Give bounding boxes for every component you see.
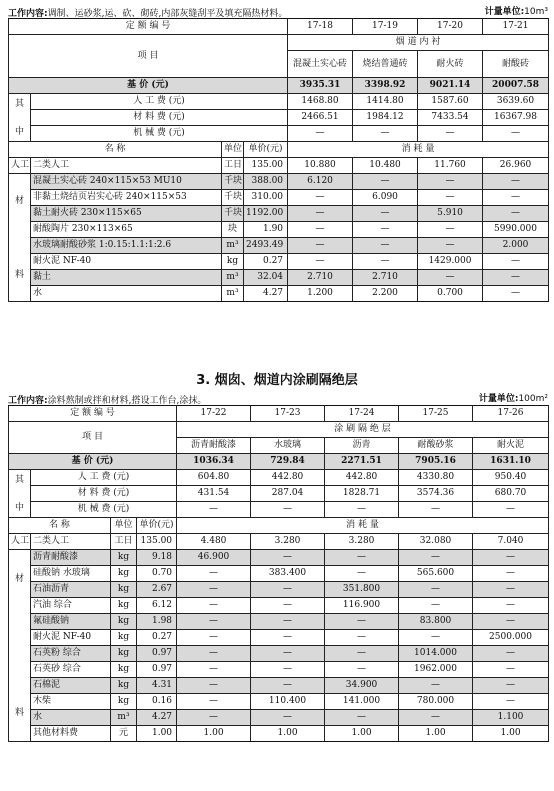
material-qty: — (288, 190, 353, 206)
material-qty: — (399, 550, 473, 566)
labor-price: 135.00 (137, 534, 177, 550)
material-qty: — (418, 174, 483, 190)
material-qty: 2.000 (483, 238, 549, 254)
top-work-content: 工作内容:调制、运砂浆,运、砍、砌砖,内部灰缝刮平及填充隔热材料。 (8, 9, 288, 19)
column-name: 耐火泥 (473, 438, 549, 454)
cost-value: 431.54 (177, 486, 251, 502)
material-name: 非黏土烧结页岩实心砖 240×115×53 (31, 190, 222, 206)
top-measure-unit: 计量单位:10m³ (484, 7, 548, 17)
base-price: 7905.16 (399, 454, 473, 470)
material-row (9, 678, 549, 694)
cost-label: 材 料 费 (元) (31, 110, 288, 126)
material-qty: — (288, 238, 353, 254)
base-price: 1036.34 (177, 454, 251, 470)
material-name: 石英粉 综合 (31, 646, 111, 662)
labor-category: 人工 (9, 158, 31, 174)
material-qty: 1.00 (325, 726, 399, 742)
material-qty: — (353, 222, 418, 238)
material-name: 木柴 (31, 694, 111, 710)
material-qty: — (483, 254, 549, 270)
material-qty: — (473, 646, 549, 662)
column-name: 耐酸砂浆 (399, 438, 473, 454)
material-price: 388.00 (244, 174, 288, 190)
material-qty: 46.900 (177, 550, 251, 566)
material-unit: kg (111, 662, 137, 678)
base-price: 2271.51 (325, 454, 399, 470)
material-qty: — (251, 646, 325, 662)
material-qty: — (325, 550, 399, 566)
material-name: 水 (31, 710, 111, 726)
material-price: 1192.00 (244, 206, 288, 222)
cost-value: — (288, 126, 353, 142)
base-price: 20007.58 (483, 78, 549, 94)
material-qty: — (325, 566, 399, 582)
material-qty: — (399, 678, 473, 694)
cost-row (9, 110, 549, 126)
cost-value: 16367.98 (483, 110, 549, 126)
cost-value: — (399, 502, 473, 518)
material-qty: — (473, 662, 549, 678)
cost-value: — (473, 502, 549, 518)
material-name: 混凝土实心砖 240×115×53 MU10 (31, 174, 222, 190)
material-qty: — (473, 582, 549, 598)
material-row (9, 582, 549, 598)
material-unit: kg (111, 646, 137, 662)
labor-qty: 4.480 (177, 534, 251, 550)
material-name: 其他材料费 (31, 726, 111, 742)
material-row (9, 614, 549, 630)
cost-value: — (251, 502, 325, 518)
group-header: 烟 道 内 衬 (288, 35, 549, 51)
cost-value: 4330.80 (399, 470, 473, 486)
material-qty: 2.200 (353, 286, 418, 302)
material-unit: kg (111, 678, 137, 694)
column-name: 耐火砖 (418, 51, 483, 78)
material-name: 石油沥青 (31, 582, 111, 598)
material-qty: — (288, 206, 353, 222)
cost-value: 1468.80 (288, 94, 353, 110)
material-qty: 1.00 (177, 726, 251, 742)
material-unit: m³ (111, 710, 137, 726)
material-qty: — (177, 710, 251, 726)
material-price: 1.90 (244, 222, 288, 238)
cost-value: 1984.12 (353, 110, 418, 126)
material-qty: — (418, 222, 483, 238)
quota-code: 17-19 (353, 19, 418, 35)
material-qty: — (418, 238, 483, 254)
bottom-code-row (9, 406, 549, 422)
material-price: 0.97 (137, 662, 177, 678)
material-unit: kg (111, 694, 137, 710)
material-qty: — (473, 678, 549, 694)
material-qty: — (177, 694, 251, 710)
material-price: 0.70 (137, 566, 177, 582)
item-label: 项 目 (9, 422, 177, 454)
top-quota-table (8, 18, 549, 302)
material-qty: — (399, 630, 473, 646)
material-qty: — (399, 598, 473, 614)
material-qty: — (177, 678, 251, 694)
base-price-label: 基 价 (元) (9, 454, 177, 470)
material-name: 耐火泥 NF-40 (31, 254, 222, 270)
quota-code: 17-22 (177, 406, 251, 422)
labor-qty: 3.280 (325, 534, 399, 550)
material-row (9, 206, 549, 222)
material-unit: kg (222, 254, 244, 270)
cost-value: 680.70 (473, 486, 549, 502)
material-unit: kg (111, 614, 137, 630)
section-title: 3. 烟囱、烟道内涂刷隔绝层 (196, 373, 358, 388)
column-name: 烧结普通砖 (353, 51, 418, 78)
material-name: 黏土 (31, 270, 222, 286)
group-header: 涂 刷 隔 绝 层 (177, 422, 549, 438)
material-row (9, 254, 549, 270)
material-qty: — (353, 206, 418, 222)
material-qty: 383.400 (251, 566, 325, 582)
material-name: 硅酸钠 水玻璃 (31, 566, 111, 582)
material-row (9, 662, 549, 678)
cost-value: 3574.36 (399, 486, 473, 502)
quota-code: 17-18 (288, 19, 353, 35)
material-price: 0.27 (137, 630, 177, 646)
column-name: 沥青 (325, 438, 399, 454)
top-quota-section (8, 4, 548, 302)
cost-row (9, 94, 549, 110)
material-qty: — (177, 566, 251, 582)
material-qty: — (251, 598, 325, 614)
labor-name: 二类人工 (31, 158, 222, 174)
material-row (9, 222, 549, 238)
material-unit: 千块 (222, 206, 244, 222)
material-qty: 1.100 (473, 710, 549, 726)
material-unit: kg (111, 598, 137, 614)
material-qty: 351.800 (325, 582, 399, 598)
material-row (9, 710, 549, 726)
material-unit: 元 (111, 726, 137, 742)
top-base-price-row (9, 78, 549, 94)
material-qty: 780.000 (399, 694, 473, 710)
material-qty: — (399, 582, 473, 598)
material-qty: 6.090 (353, 190, 418, 206)
material-qty: — (177, 614, 251, 630)
bottom-work-content: 工作内容:涂料熬制或拌和材料,搭设工作台,涂抹。 (8, 396, 207, 406)
material-qty: — (473, 694, 549, 710)
labor-qty: 26.960 (483, 158, 549, 174)
cost-value: 1587.60 (418, 94, 483, 110)
cost-row (9, 470, 549, 486)
material-qty: — (325, 646, 399, 662)
material-unit: kg (111, 630, 137, 646)
cost-row (9, 486, 549, 502)
cost-value: 1828.71 (325, 486, 399, 502)
column-name: 耐酸砖 (483, 51, 549, 78)
labor-row (9, 158, 549, 174)
material-row (9, 726, 549, 742)
material-unit: m³ (222, 286, 244, 302)
quota-code: 17-21 (483, 19, 549, 35)
quota-code-label: 定 额 编 号 (9, 19, 288, 35)
top-code-row (9, 19, 549, 35)
material-price: 0.97 (137, 646, 177, 662)
price-header: 单价(元) (137, 518, 177, 534)
material-qty: — (473, 614, 549, 630)
material-name: 水 (31, 286, 222, 302)
labor-qty: 11.760 (418, 158, 483, 174)
material-price: 6.12 (137, 598, 177, 614)
top-group-row (9, 35, 549, 51)
material-price: 310.00 (244, 190, 288, 206)
material-qty: — (251, 678, 325, 694)
cost-value: 442.80 (251, 470, 325, 486)
material-name: 石棉泥 (31, 678, 111, 694)
material-price: 1.98 (137, 614, 177, 630)
bottom-quota-section (8, 391, 548, 742)
material-unit: kg (111, 582, 137, 598)
cost-label: 人 工 费 (元) (31, 94, 288, 110)
material-qty: 5990.000 (483, 222, 549, 238)
material-row (9, 174, 549, 190)
quota-code-label: 定 额 编 号 (9, 406, 177, 422)
material-name: 汽油 综合 (31, 598, 111, 614)
material-unit: m³ (222, 238, 244, 254)
cost-label: 机 械 费 (元) (31, 126, 288, 142)
material-qty: 565.600 (399, 566, 473, 582)
material-row (9, 566, 549, 582)
material-qty: — (353, 174, 418, 190)
quota-code: 17-25 (399, 406, 473, 422)
labor-row (9, 534, 549, 550)
material-qty: — (473, 598, 549, 614)
material-name: 氟硅酸钠 (31, 614, 111, 630)
cost-value: — (325, 502, 399, 518)
bottom-base-price-row (9, 454, 549, 470)
material-qty: — (418, 190, 483, 206)
material-name: 水玻璃耐酸砂浆 1:0.15:1.1:1:2.6 (31, 238, 222, 254)
material-qty: — (353, 238, 418, 254)
material-qty: 83.800 (399, 614, 473, 630)
material-qty: — (251, 582, 325, 598)
material-qty: — (473, 550, 549, 566)
material-qty: — (325, 630, 399, 646)
cost-value: 604.80 (177, 470, 251, 486)
material-qty: — (251, 630, 325, 646)
cost-value: 442.80 (325, 470, 399, 486)
material-row (9, 286, 549, 302)
cost-value: 7433.54 (418, 110, 483, 126)
quota-code: 17-26 (473, 406, 549, 422)
material-qty: 2.710 (353, 270, 418, 286)
labor-unit: 工日 (111, 534, 137, 550)
material-qty: — (177, 646, 251, 662)
top-consume-header-row (9, 142, 549, 158)
material-unit: kg (111, 566, 137, 582)
material-qty: 1.00 (399, 726, 473, 742)
cost-value: — (483, 126, 549, 142)
consume-header: 消 耗 量 (288, 142, 549, 158)
material-row (9, 694, 549, 710)
material-qty: — (353, 254, 418, 270)
material-qty: — (251, 614, 325, 630)
cost-row (9, 126, 549, 142)
base-price: 9021.14 (418, 78, 483, 94)
material-row (9, 270, 549, 286)
column-name: 水玻璃 (251, 438, 325, 454)
material-qty: 1962.000 (399, 662, 473, 678)
material-qty: — (418, 270, 483, 286)
material-row (9, 646, 549, 662)
material-qty: 34.900 (325, 678, 399, 694)
material-price: 0.27 (244, 254, 288, 270)
top-meta-line (8, 4, 548, 18)
material-price: 1.00 (137, 726, 177, 742)
labor-unit: 工日 (222, 158, 244, 174)
material-qty: — (251, 662, 325, 678)
material-qty: 116.900 (325, 598, 399, 614)
material-category: 材 料 (9, 550, 31, 742)
material-unit: 千块 (222, 174, 244, 190)
column-name: 沥青耐酸漆 (177, 438, 251, 454)
bottom-consume-header-row (9, 518, 549, 534)
material-row (9, 630, 549, 646)
column-name: 混凝土实心砖 (288, 51, 353, 78)
unit-header: 单位 (222, 142, 244, 158)
labor-name: 二类人工 (31, 534, 111, 550)
quota-code: 17-24 (325, 406, 399, 422)
material-row (9, 550, 549, 566)
base-price: 729.84 (251, 454, 325, 470)
material-qty: — (177, 582, 251, 598)
cost-label: 机 械 费 (元) (31, 502, 177, 518)
labor-category: 人工 (9, 534, 31, 550)
material-price: 4.27 (137, 710, 177, 726)
base-price: 3935.31 (288, 78, 353, 94)
item-label: 项 目 (9, 35, 288, 78)
labor-qty: 7.040 (473, 534, 549, 550)
cost-value: 287.04 (251, 486, 325, 502)
material-row (9, 598, 549, 614)
quota-code: 17-20 (418, 19, 483, 35)
material-qty: 1014.000 (399, 646, 473, 662)
material-price: 2493.49 (244, 238, 288, 254)
material-qty: 2500.000 (473, 630, 549, 646)
base-price-label: 基 价 (元) (9, 78, 288, 94)
material-qty: — (325, 710, 399, 726)
cost-value: 950.40 (473, 470, 549, 486)
material-price: 0.16 (137, 694, 177, 710)
material-qty: 141.000 (325, 694, 399, 710)
cost-value: 3639.60 (483, 94, 549, 110)
cost-value: 1414.80 (353, 94, 418, 110)
material-price: 32.04 (244, 270, 288, 286)
material-qty: 1429.000 (418, 254, 483, 270)
material-row (9, 238, 549, 254)
material-category: 材 料 (9, 174, 31, 302)
material-qty: — (483, 174, 549, 190)
material-qty: 2.710 (288, 270, 353, 286)
price-header: 单价(元) (244, 142, 288, 158)
bottom-materials-body (9, 550, 549, 742)
material-price: 4.31 (137, 678, 177, 694)
material-qty: — (483, 190, 549, 206)
material-qty: — (399, 710, 473, 726)
material-qty: — (325, 662, 399, 678)
material-qty: — (288, 254, 353, 270)
labor-qty: 10.880 (288, 158, 353, 174)
material-name: 沥青耐酸漆 (31, 550, 111, 566)
base-price: 3398.92 (353, 78, 418, 94)
material-qty: — (288, 222, 353, 238)
material-price: 4.27 (244, 286, 288, 302)
material-qty: — (325, 614, 399, 630)
material-qty: — (483, 270, 549, 286)
cost-value: — (418, 126, 483, 142)
material-qty: — (177, 630, 251, 646)
bottom-quota-table (8, 405, 549, 742)
material-name: 耐火泥 NF-40 (31, 630, 111, 646)
material-name: 耐酸陶片 230×113×65 (31, 222, 222, 238)
material-qty: 6.120 (288, 174, 353, 190)
cost-value: — (177, 502, 251, 518)
cost-row (9, 502, 549, 518)
labor-qty: 10.480 (353, 158, 418, 174)
material-unit: 千块 (222, 190, 244, 206)
base-price: 1631.10 (473, 454, 549, 470)
cost-label: 人 工 费 (元) (31, 470, 177, 486)
material-qty: — (473, 566, 549, 582)
material-qty: — (483, 286, 549, 302)
material-name: 黏土耐火砖 230×115×65 (31, 206, 222, 222)
material-qty: 1.00 (473, 726, 549, 742)
labor-price: 135.00 (244, 158, 288, 174)
quota-code: 17-23 (251, 406, 325, 422)
material-price: 9.18 (137, 550, 177, 566)
bottom-group-row (9, 422, 549, 438)
labor-qty: 32.080 (399, 534, 473, 550)
material-qty: — (177, 662, 251, 678)
material-qty: — (483, 206, 549, 222)
material-qty: 110.400 (251, 694, 325, 710)
material-qty: 5.910 (418, 206, 483, 222)
material-price: 2.67 (137, 582, 177, 598)
name-header: 名 称 (9, 142, 222, 158)
material-qty: 1.00 (251, 726, 325, 742)
bottom-meta-line (8, 391, 548, 405)
material-qty: — (251, 710, 325, 726)
material-qty: — (251, 550, 325, 566)
material-qty: 0.700 (418, 286, 483, 302)
cost-value: — (353, 126, 418, 142)
material-unit: 块 (222, 222, 244, 238)
material-qty: — (177, 598, 251, 614)
among-label: 其 中 (9, 470, 31, 518)
among-label: 其 中 (9, 94, 31, 142)
top-materials-body (9, 174, 549, 302)
unit-header: 单位 (111, 518, 137, 534)
material-qty: 1.200 (288, 286, 353, 302)
cost-value: 2466.51 (288, 110, 353, 126)
consume-header: 消 耗 量 (177, 518, 549, 534)
cost-label: 材 料 费 (元) (31, 486, 177, 502)
name-header: 名 称 (9, 518, 111, 534)
bottom-measure-unit: 计量单位:100m² (478, 394, 548, 404)
material-unit: m³ (222, 270, 244, 286)
material-row (9, 190, 549, 206)
material-name: 石英砂 综合 (31, 662, 111, 678)
labor-qty: 3.280 (251, 534, 325, 550)
material-unit: kg (111, 550, 137, 566)
